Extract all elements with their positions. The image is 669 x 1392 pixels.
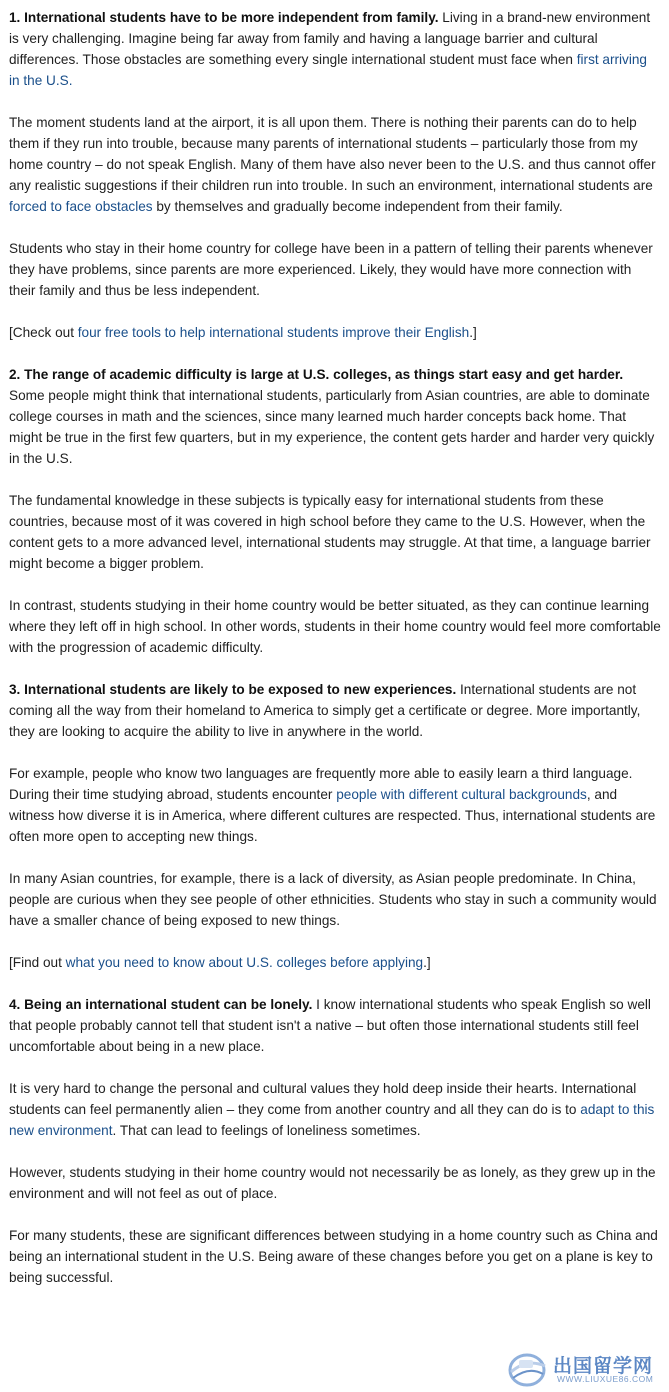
paragraph-text: I know international students who speak English so well that people probably cannot tell that student isn't a native – but often those international students still feel uncomfortable about being in a new place.: [9, 997, 651, 1054]
heading-point-1: 1. International students have to be more independent from family.: [9, 10, 439, 25]
paragraph-point-2: [9, 364, 661, 469]
paragraph-text: International students are not coming all the way from their homeland to America to simply get a certificate or degree. More importantly, they are looking to acquire the ability to live in anywhere in the world.: [9, 682, 641, 739]
paragraph-text: Students who stay in their home country for college have been in a pattern of telling their parents whenever they have problems, since parents are more experienced. Likely, they would have more connection with their family and thus be less independent.: [9, 241, 653, 298]
paragraph-check-out: [9, 322, 661, 343]
watermark-brand: 出国留学网: [553, 1356, 654, 1377]
paragraph-text: For many students, these are significant differences between studying in a home country such as China and being an international student in the U.S. Being aware of these changes before you get on a plane is key to being successful.: [9, 1228, 658, 1285]
paragraph-text: For example, people who know two languages are frequently more able to easily learn a third language. During their time studying abroad, students encounter: [9, 766, 633, 802]
watermark-url: WWW.LIUXUE86.COM: [557, 1374, 654, 1384]
paragraph-text: The fundamental knowledge in these subjects is typically easy for international students from these countries, because most of it was covered in high school before they came to the U.S. However, when the content gets to a more advanced level, international students may struggle. At that time, a language barrier might become a bigger problem.: [9, 493, 651, 571]
paragraph-text: [Check out: [9, 325, 78, 340]
paragraph-fundamental-knowledge: [9, 490, 661, 574]
globe-logo-icon: [505, 1350, 549, 1390]
paragraph-text: However, students studying in their home country would not necessarily be as lonely, as they grew up in the environment and will not feel as out of place.: [9, 1165, 656, 1201]
paragraph-home-country: [9, 238, 661, 301]
heading-point-2: 2. The range of academic difficulty is large at U.S. colleges, as things start easy and get harder.: [9, 367, 624, 382]
paragraph-not-lonely: [9, 1162, 661, 1204]
paragraph-text: In contrast, students studying in their home country would be better situated, as they can continue learning where they left off in high school. In other words, students in their home country would feel more comfortable with the progression of academic difficulty.: [9, 598, 661, 655]
link-colleges-before-applying[interactable]: what you need to know about U.S. colleges before applying: [65, 955, 424, 970]
paragraph-text: In many Asian countries, for example, there is a lack of diversity, as Asian people predominate. In China, people are curious when they see people of other ethnicities. Students who stay in such a community would have a smaller chance of being exposed to new things.: [9, 871, 657, 928]
paragraph-text: , and witness how diverse it is in America, where different cultures are respected. Thus, international students are often more open to accepting new things.: [9, 787, 656, 844]
paragraph-point-3: [9, 679, 661, 742]
link-first-arriving[interactable]: first arriving in the U.S.: [9, 52, 647, 88]
link-cultural-backgrounds[interactable]: people with different cultural backgrounds: [336, 787, 587, 802]
paragraph-find-out: [9, 952, 661, 973]
paragraph-point-4: [9, 994, 661, 1057]
paragraph-conclusion: [9, 1225, 661, 1288]
paragraph-personal-values: [9, 1078, 661, 1141]
paragraph-text: It is very hard to change the personal and cultural values they hold deep inside their hearts. International students can feel permanently alien – they come from another country and all they can do is to: [9, 1081, 637, 1117]
paragraph-text: Living in a brand-new environment is very challenging. Imagine being far away from family and having a language barrier and cultural differences. Those obstacles are something every single international student must face when: [9, 10, 651, 67]
paragraph-text: [Find out: [9, 955, 66, 970]
link-free-english-tools[interactable]: four free tools to help international students improve their English: [77, 325, 470, 340]
link-adapt-new-environment[interactable]: adapt to this new environment: [9, 1102, 655, 1138]
link-forced-to-face-obstacles[interactable]: forced to face obstacles: [9, 199, 153, 214]
paragraph-text: .]: [423, 955, 431, 970]
paragraph-text: Some people might think that international students, particularly from Asian countries, are able to dominate college courses in math and the sciences, since many learned much harder concepts back home. That might be true in the first few quarters, but in my experience, the content gets harder and harder very quickly in the U.S.: [9, 388, 655, 466]
heading-point-4: 4. Being an international student can be lonely.: [9, 997, 313, 1012]
article-body: [9, 0, 661, 1309]
heading-point-3: 3. International students are likely to be exposed to new experiences.: [9, 682, 457, 697]
paragraph-airport: [9, 112, 661, 217]
site-watermark: [505, 1350, 665, 1390]
paragraph-asian-countries: [9, 868, 661, 931]
paragraph-text: The moment students land at the airport, it is all upon them. There is nothing their parents can do to help them if they run into trouble, because many parents of international students – particularly those from my home country – do not speak English. Many of them have also never been to the U.S. and thus cannot offer any realistic suggestions if their children run into trouble. In such an environment, international students are: [9, 115, 656, 193]
paragraph-point-1: [9, 7, 661, 91]
paragraph-for-example: [9, 763, 661, 847]
paragraph-text: .]: [469, 325, 477, 340]
paragraph-in-contrast: [9, 595, 661, 658]
paragraph-text: by themselves and gradually become independent from their family.: [152, 199, 563, 214]
paragraph-text: . That can lead to feelings of loneliness sometimes.: [112, 1123, 421, 1138]
